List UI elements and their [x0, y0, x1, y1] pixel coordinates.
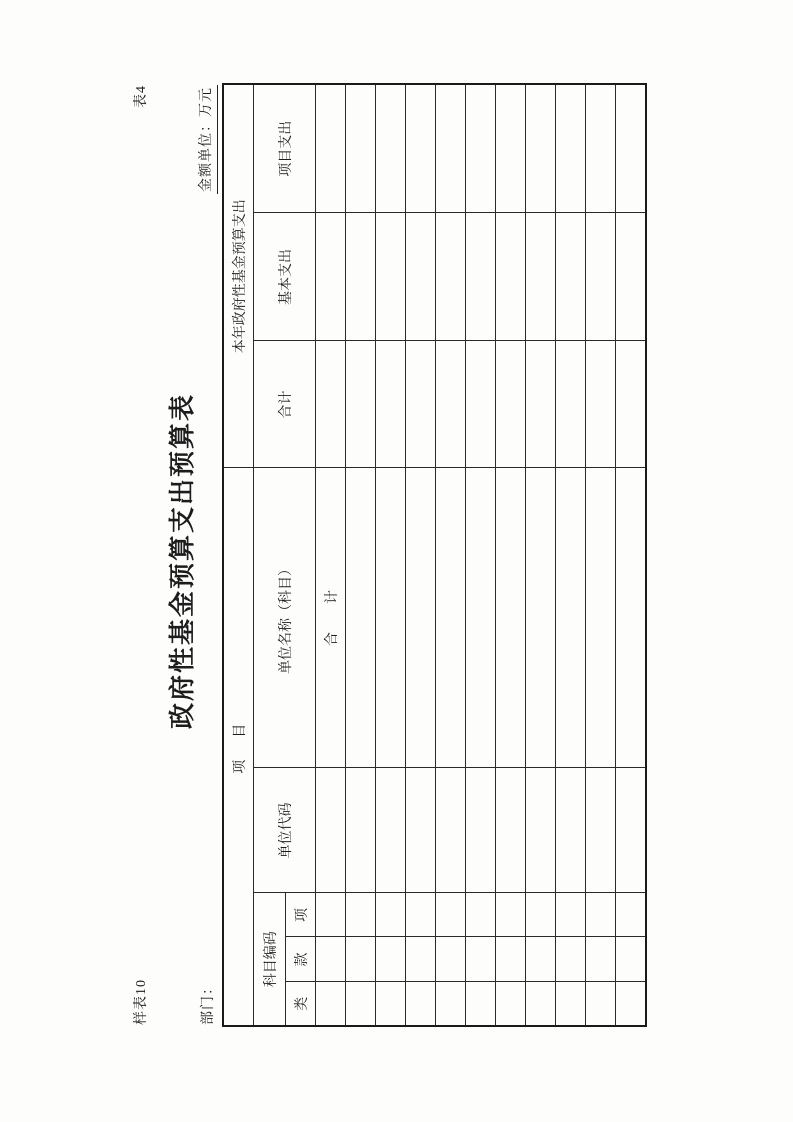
table-cell — [376, 768, 406, 893]
header-current-year-group: 本年政府性基金预算支出 — [223, 84, 254, 468]
table-cell — [406, 341, 436, 468]
table-cell — [586, 84, 616, 213]
table-cell — [316, 84, 346, 213]
table-cell — [496, 213, 526, 341]
table-cell — [586, 937, 616, 982]
table-cell — [406, 937, 436, 982]
table-cell — [346, 84, 376, 213]
table-cell — [526, 213, 556, 341]
table-cell — [406, 768, 436, 893]
table-cell — [436, 341, 466, 468]
table-cell — [436, 213, 466, 341]
table-cell — [526, 468, 556, 768]
table-cell — [466, 982, 496, 1026]
table-cell — [616, 84, 647, 213]
table-cell — [616, 768, 647, 893]
header-item: 项 — [286, 893, 316, 937]
table-cell — [496, 893, 526, 937]
table-cell — [316, 341, 346, 468]
table-cell — [586, 982, 616, 1026]
table-cell — [316, 937, 346, 982]
budget-table — [222, 83, 647, 1027]
table-cell — [496, 768, 526, 893]
table-cell — [556, 768, 586, 893]
table-cell — [496, 84, 526, 213]
table-cell — [526, 893, 556, 937]
table-cell — [556, 213, 586, 341]
department-field: 部门： — [201, 980, 216, 1025]
table-cell — [316, 893, 346, 937]
table-cell — [406, 213, 436, 341]
table-cell — [466, 213, 496, 341]
table-cell — [436, 982, 466, 1026]
table-cell — [436, 468, 466, 768]
table-cell — [556, 982, 586, 1026]
table-cell — [406, 468, 436, 768]
table-row — [406, 84, 436, 1026]
table-cell — [376, 341, 406, 468]
table-cell: 合 计 — [316, 468, 346, 768]
table-cell — [466, 468, 496, 768]
table-cell — [316, 982, 346, 1026]
table-row — [466, 84, 496, 1026]
table-cell — [616, 341, 647, 468]
table-cell — [556, 84, 586, 213]
table-cell — [406, 84, 436, 213]
table-cell — [316, 213, 346, 341]
table-cell — [556, 893, 586, 937]
table-row — [526, 84, 556, 1026]
table-cell — [466, 341, 496, 468]
table-cell — [616, 213, 647, 341]
sample-table-label: 样表10 — [134, 979, 149, 1025]
table-row — [376, 84, 406, 1026]
table-cell — [376, 982, 406, 1026]
table-cell — [556, 937, 586, 982]
header-basic-expenditure: 基本支出 — [254, 213, 316, 341]
table-cell — [376, 893, 406, 937]
table-row — [496, 84, 526, 1026]
table-row — [556, 84, 586, 1026]
table-cell — [346, 893, 376, 937]
header-subject-code: 科目编码 — [254, 893, 286, 1026]
table-cell — [466, 937, 496, 982]
table-cell — [616, 982, 647, 1026]
table-cell — [526, 768, 556, 893]
table-cell — [616, 893, 647, 937]
table-cell — [346, 768, 376, 893]
table-cell — [436, 84, 466, 213]
table-row — [616, 84, 647, 1026]
header-unit-name: 单位名称（科目） — [254, 468, 316, 768]
table-cell — [556, 468, 586, 768]
table-cell — [496, 341, 526, 468]
table-cell — [616, 468, 647, 768]
table-cell — [586, 768, 616, 893]
table-cell — [346, 937, 376, 982]
table-row — [346, 84, 376, 1026]
table-row — [586, 84, 616, 1026]
table-row — [316, 84, 346, 1026]
table-cell — [526, 341, 556, 468]
sheet-number-label: 表4 — [134, 85, 149, 108]
table-cell — [526, 84, 556, 213]
table-cell — [346, 341, 376, 468]
header-section: 款 — [286, 937, 316, 982]
table-cell — [346, 982, 376, 1026]
table-cell — [376, 937, 406, 982]
table-cell — [556, 341, 586, 468]
header-total: 合计 — [254, 341, 316, 468]
table-cell — [406, 893, 436, 937]
header-project-group: 项 目 — [223, 468, 254, 1026]
table-cell — [496, 982, 526, 1026]
table-body — [316, 84, 647, 1026]
table-cell — [406, 982, 436, 1026]
table-cell — [436, 937, 466, 982]
table-cell — [586, 893, 616, 937]
table-cell — [316, 768, 346, 893]
table-cell — [586, 468, 616, 768]
table-cell — [376, 213, 406, 341]
table-cell — [346, 468, 376, 768]
table-cell — [586, 341, 616, 468]
table-cell — [496, 468, 526, 768]
header-class: 类 — [286, 982, 316, 1026]
header-unit-code: 单位代码 — [254, 768, 316, 893]
table-cell — [496, 937, 526, 982]
table-cell — [436, 893, 466, 937]
table-cell — [376, 84, 406, 213]
table-cell — [526, 937, 556, 982]
table-row — [436, 84, 466, 1026]
table-cell — [346, 213, 376, 341]
table-cell — [376, 468, 406, 768]
table-cell — [466, 768, 496, 893]
table-cell — [466, 84, 496, 213]
table-cell — [616, 937, 647, 982]
table-header-row-1 — [223, 84, 254, 1026]
table-cell — [526, 982, 556, 1026]
page-title: 政府性基金预算支出预算表 — [168, 393, 197, 730]
table-cell — [436, 768, 466, 893]
table-cell — [466, 893, 496, 937]
table-header-row-2 — [254, 84, 286, 1026]
table-cell — [586, 213, 616, 341]
amount-unit-label: 金额单位：万元 — [195, 85, 218, 194]
header-project-expenditure: 项目支出 — [254, 84, 316, 213]
